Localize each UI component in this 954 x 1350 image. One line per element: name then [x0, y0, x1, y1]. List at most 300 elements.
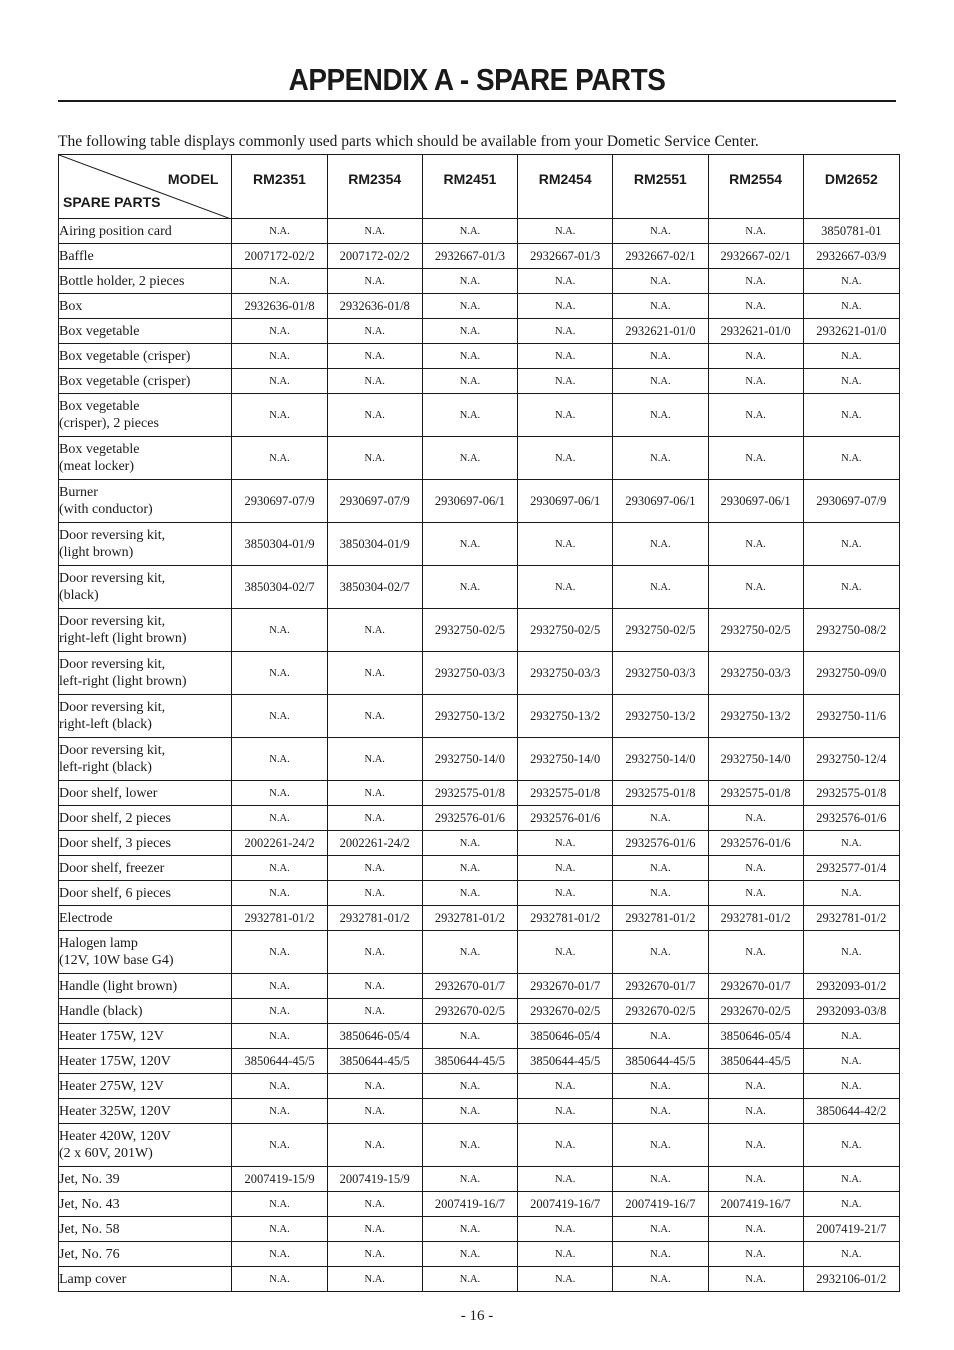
table-row [59, 480, 900, 523]
part-number-cell: N.A. [327, 652, 422, 695]
part-number-cell: N.A. [518, 437, 613, 480]
table-row [59, 781, 900, 806]
part-number-cell: N.A. [613, 294, 708, 319]
part-number-cell: N.A. [327, 931, 422, 974]
part-number-cell: 2932750-13/2 [613, 695, 708, 738]
part-number-cell: 2932750-02/5 [422, 609, 517, 652]
part-number-cell: 2932576-01/6 [708, 831, 803, 856]
part-number-cell: N.A. [232, 1267, 327, 1292]
part-number-cell: N.A. [518, 369, 613, 394]
part-number-cell: N.A. [803, 566, 899, 609]
part-number-cell: 2932750-03/3 [422, 652, 517, 695]
model-header: RM2554 [708, 155, 803, 219]
part-number-cell: 2932575-01/8 [518, 781, 613, 806]
part-number-cell: 2930697-06/1 [613, 480, 708, 523]
table-row [59, 1267, 900, 1292]
table-row [59, 906, 900, 931]
page-number: - 16 - [460, 1308, 494, 1324]
part-number-cell: 2932781-01/2 [613, 906, 708, 931]
part-number-cell: N.A. [232, 394, 327, 437]
part-number-cell: 2932621-01/0 [803, 319, 899, 344]
part-number-cell: 2932621-01/0 [613, 319, 708, 344]
intro-text: The following table displays commonly used parts which should be available from your Dometic Service Center. [58, 133, 759, 150]
part-number-cell: 2932667-02/1 [708, 244, 803, 269]
model-header: RM2451 [422, 155, 517, 219]
part-number-cell: 3850644-45/5 [327, 1049, 422, 1074]
part-number-cell: 2932670-01/7 [422, 974, 517, 999]
part-number-cell: 2932750-13/2 [422, 695, 517, 738]
part-number-cell: N.A. [327, 974, 422, 999]
part-number-cell: 2932670-01/7 [613, 974, 708, 999]
part-name-cell: Door reversing kit, (black) [59, 566, 232, 609]
part-name-cell: Door shelf, 2 pieces [59, 806, 232, 831]
part-number-cell: N.A. [708, 523, 803, 566]
model-header: RM2351 [232, 155, 327, 219]
part-number-cell: N.A. [422, 219, 517, 244]
part-number-cell: N.A. [708, 1124, 803, 1167]
part-number-cell: N.A. [232, 974, 327, 999]
part-number-cell: 2932670-02/5 [708, 999, 803, 1024]
part-name-cell: Box vegetable [59, 319, 232, 344]
part-number-cell: N.A. [613, 269, 708, 294]
table-row [59, 974, 900, 999]
part-number-cell: 2932750-03/3 [708, 652, 803, 695]
part-name-cell: Box vegetable (crisper), 2 pieces [59, 394, 232, 437]
part-number-cell: 2932576-01/6 [613, 831, 708, 856]
part-number-cell: N.A. [613, 1242, 708, 1267]
part-number-cell: N.A. [422, 369, 517, 394]
part-number-cell: N.A. [518, 319, 613, 344]
table-row [59, 1099, 900, 1124]
part-number-cell: N.A. [232, 369, 327, 394]
part-number-cell: N.A. [613, 523, 708, 566]
part-number-cell: N.A. [803, 1024, 899, 1049]
part-number-cell: N.A. [422, 394, 517, 437]
part-number-cell: N.A. [613, 806, 708, 831]
part-number-cell: N.A. [803, 1167, 899, 1192]
part-number-cell: N.A. [708, 294, 803, 319]
part-number-cell: 2932575-01/8 [708, 781, 803, 806]
part-number-cell: 3850644-45/5 [518, 1049, 613, 1074]
part-number-cell: 3850644-45/5 [232, 1049, 327, 1074]
part-number-cell: N.A. [422, 523, 517, 566]
part-number-cell: 2007419-16/7 [708, 1192, 803, 1217]
table-row [59, 856, 900, 881]
part-name-cell: Halogen lamp (12V, 10W base G4) [59, 931, 232, 974]
part-number-cell: 2932750-11/6 [803, 695, 899, 738]
part-number-cell: N.A. [518, 881, 613, 906]
part-number-cell: 2932667-01/3 [518, 244, 613, 269]
part-number-cell: N.A. [613, 1217, 708, 1242]
part-number-cell: N.A. [422, 269, 517, 294]
part-name-cell: Baffle [59, 244, 232, 269]
part-number-cell: 2932636-01/8 [327, 294, 422, 319]
part-number-cell: N.A. [518, 1217, 613, 1242]
part-number-cell: 3850644-45/5 [422, 1049, 517, 1074]
part-number-cell: N.A. [422, 881, 517, 906]
part-number-cell: 2932781-01/2 [232, 906, 327, 931]
table-row [59, 831, 900, 856]
part-number-cell: N.A. [232, 344, 327, 369]
part-name-cell: Heater 175W, 12V [59, 1024, 232, 1049]
part-number-cell: N.A. [327, 781, 422, 806]
part-number-cell: N.A. [327, 1074, 422, 1099]
part-number-cell: 2932575-01/8 [803, 781, 899, 806]
part-number-cell: 2932750-12/4 [803, 738, 899, 781]
part-number-cell: 2932575-01/8 [613, 781, 708, 806]
part-number-cell: N.A. [232, 881, 327, 906]
table-header-row [59, 155, 900, 219]
part-number-cell: 2932781-01/2 [803, 906, 899, 931]
model-label: MODEL [167, 171, 219, 187]
part-number-cell: N.A. [708, 344, 803, 369]
table-row [59, 1192, 900, 1217]
part-number-cell: N.A. [518, 1242, 613, 1267]
table-row [59, 219, 900, 244]
part-number-cell: N.A. [708, 394, 803, 437]
part-name-cell: Jet, No. 76 [59, 1242, 232, 1267]
spare-parts-table [58, 154, 900, 1292]
part-number-cell: 3850644-45/5 [708, 1049, 803, 1074]
part-name-cell: Door reversing kit, (light brown) [59, 523, 232, 566]
part-number-cell: N.A. [327, 319, 422, 344]
part-number-cell: 2932750-02/5 [518, 609, 613, 652]
part-number-cell: N.A. [327, 219, 422, 244]
part-number-cell: N.A. [518, 219, 613, 244]
part-number-cell: 2932750-03/3 [518, 652, 613, 695]
part-number-cell: N.A. [708, 1267, 803, 1292]
part-name-cell: Box vegetable (crisper) [59, 344, 232, 369]
part-number-cell: N.A. [613, 1124, 708, 1167]
part-number-cell: N.A. [422, 344, 517, 369]
part-number-cell: N.A. [327, 1124, 422, 1167]
part-number-cell: N.A. [422, 856, 517, 881]
part-number-cell: 2007172-02/2 [327, 244, 422, 269]
part-number-cell: N.A. [327, 437, 422, 480]
part-number-cell: N.A. [232, 1192, 327, 1217]
model-header: RM2354 [327, 155, 422, 219]
part-number-cell: 2932621-01/0 [708, 319, 803, 344]
part-number-cell: N.A. [327, 806, 422, 831]
page-title: APPENDIX A - SPARE PARTS [288, 62, 666, 97]
part-number-cell: 2932781-01/2 [708, 906, 803, 931]
table-row [59, 294, 900, 319]
part-number-cell: 2932576-01/6 [518, 806, 613, 831]
part-number-cell: N.A. [518, 1167, 613, 1192]
part-number-cell: 2932575-01/8 [422, 781, 517, 806]
part-number-cell: N.A. [422, 831, 517, 856]
part-number-cell: N.A. [613, 566, 708, 609]
part-number-cell: N.A. [327, 881, 422, 906]
part-number-cell: N.A. [232, 652, 327, 695]
part-number-cell: N.A. [232, 269, 327, 294]
table-row [59, 394, 900, 437]
part-number-cell: N.A. [422, 437, 517, 480]
part-number-cell: 2930697-06/1 [708, 480, 803, 523]
part-name-cell: Heater 325W, 120V [59, 1099, 232, 1124]
part-number-cell: N.A. [518, 1124, 613, 1167]
part-number-cell: N.A. [422, 1074, 517, 1099]
part-name-cell: Electrode [59, 906, 232, 931]
part-number-cell: N.A. [803, 523, 899, 566]
table-row [59, 1217, 900, 1242]
part-number-cell: N.A. [708, 437, 803, 480]
part-number-cell: 2932750-02/5 [708, 609, 803, 652]
part-number-cell: N.A. [613, 1074, 708, 1099]
part-number-cell: 2930697-07/9 [327, 480, 422, 523]
part-number-cell: N.A. [708, 856, 803, 881]
part-number-cell: N.A. [232, 695, 327, 738]
part-number-cell: 3850781-01 [803, 219, 899, 244]
part-number-cell: 2932750-13/2 [708, 695, 803, 738]
part-number-cell: N.A. [518, 1267, 613, 1292]
table-row [59, 999, 900, 1024]
part-name-cell: Door reversing kit, left-right (light brown) [59, 652, 232, 695]
part-number-cell: 3850304-01/9 [232, 523, 327, 566]
part-number-cell: 3850644-42/2 [803, 1099, 899, 1124]
part-number-cell: N.A. [232, 1099, 327, 1124]
table-row [59, 1124, 900, 1167]
part-number-cell: N.A. [232, 1124, 327, 1167]
part-number-cell: N.A. [708, 269, 803, 294]
part-number-cell: N.A. [422, 319, 517, 344]
part-name-cell: Jet, No. 43 [59, 1192, 232, 1217]
part-number-cell: N.A. [518, 394, 613, 437]
part-number-cell: N.A. [613, 1267, 708, 1292]
part-number-cell: N.A. [422, 1217, 517, 1242]
part-number-cell: N.A. [327, 695, 422, 738]
part-number-cell: N.A. [803, 1192, 899, 1217]
part-number-cell: N.A. [422, 1124, 517, 1167]
part-name-cell: Door shelf, 6 pieces [59, 881, 232, 906]
part-name-cell: Handle (black) [59, 999, 232, 1024]
part-number-cell: N.A. [327, 1267, 422, 1292]
part-number-cell: N.A. [708, 1242, 803, 1267]
part-number-cell: 3850304-01/9 [327, 523, 422, 566]
part-number-cell: N.A. [232, 319, 327, 344]
part-name-cell: Door reversing kit, right-left (black) [59, 695, 232, 738]
part-number-cell: 2002261-24/2 [327, 831, 422, 856]
part-number-cell: N.A. [327, 1192, 422, 1217]
part-number-cell: N.A. [518, 294, 613, 319]
table-row [59, 1167, 900, 1192]
part-number-cell: N.A. [613, 1024, 708, 1049]
part-name-cell: Lamp cover [59, 1267, 232, 1292]
part-number-cell: N.A. [803, 437, 899, 480]
part-number-cell: 2007172-02/2 [232, 244, 327, 269]
part-number-cell: 2932781-01/2 [518, 906, 613, 931]
part-number-cell: N.A. [613, 881, 708, 906]
part-number-cell: N.A. [803, 294, 899, 319]
part-number-cell: N.A. [613, 931, 708, 974]
part-number-cell: 2932750-13/2 [518, 695, 613, 738]
part-number-cell: N.A. [518, 1099, 613, 1124]
table-row [59, 344, 900, 369]
table-row [59, 566, 900, 609]
part-number-cell: N.A. [232, 1024, 327, 1049]
part-number-cell: N.A. [327, 344, 422, 369]
part-number-cell: 2932576-01/6 [803, 806, 899, 831]
part-number-cell: N.A. [613, 369, 708, 394]
part-number-cell: N.A. [232, 806, 327, 831]
part-number-cell: 2932750-02/5 [613, 609, 708, 652]
part-number-cell: N.A. [232, 999, 327, 1024]
part-number-cell: N.A. [613, 219, 708, 244]
part-number-cell: 3850646-05/4 [518, 1024, 613, 1049]
table-row [59, 806, 900, 831]
part-name-cell: Heater 420W, 120V (2 x 60V, 201W) [59, 1124, 232, 1167]
part-name-cell: Heater 175W, 120V [59, 1049, 232, 1074]
part-number-cell: 3850304-02/7 [232, 566, 327, 609]
part-number-cell: 2007419-21/7 [803, 1217, 899, 1242]
table-row [59, 1024, 900, 1049]
part-name-cell: Airing position card [59, 219, 232, 244]
part-number-cell: N.A. [803, 269, 899, 294]
part-number-cell: N.A. [422, 1024, 517, 1049]
part-number-cell: N.A. [518, 831, 613, 856]
part-number-cell: 2932093-01/2 [803, 974, 899, 999]
part-number-cell: 2932781-01/2 [422, 906, 517, 931]
part-number-cell: N.A. [232, 856, 327, 881]
part-number-cell: N.A. [613, 1167, 708, 1192]
part-name-cell: Handle (light brown) [59, 974, 232, 999]
part-number-cell: N.A. [803, 1074, 899, 1099]
part-number-cell: 2007419-16/7 [422, 1192, 517, 1217]
part-number-cell: 2932670-02/5 [422, 999, 517, 1024]
part-number-cell: 2932577-01/4 [803, 856, 899, 881]
part-number-cell: N.A. [803, 1242, 899, 1267]
part-number-cell: 2932750-03/3 [613, 652, 708, 695]
part-number-cell: N.A. [708, 881, 803, 906]
part-number-cell: N.A. [803, 1049, 899, 1074]
part-number-cell: N.A. [327, 369, 422, 394]
part-number-cell: 2932667-03/9 [803, 244, 899, 269]
part-number-cell: N.A. [327, 609, 422, 652]
part-number-cell: N.A. [422, 1242, 517, 1267]
table-row [59, 881, 900, 906]
part-number-cell: N.A. [327, 999, 422, 1024]
table-body [59, 219, 900, 1292]
part-number-cell: N.A. [518, 856, 613, 881]
part-number-cell: N.A. [518, 523, 613, 566]
part-number-cell: 2007419-15/9 [327, 1167, 422, 1192]
part-name-cell: Door shelf, 3 pieces [59, 831, 232, 856]
part-number-cell: N.A. [708, 1099, 803, 1124]
part-number-cell: 2932750-14/0 [422, 738, 517, 781]
part-number-cell: 2932636-01/8 [232, 294, 327, 319]
part-number-cell: N.A. [232, 738, 327, 781]
part-number-cell: N.A. [803, 369, 899, 394]
part-number-cell: N.A. [232, 609, 327, 652]
part-number-cell: N.A. [327, 394, 422, 437]
part-name-cell: Box vegetable (crisper) [59, 369, 232, 394]
part-number-cell: N.A. [613, 344, 708, 369]
part-number-cell: 2932670-01/7 [708, 974, 803, 999]
title-rule [58, 100, 896, 102]
table-row [59, 1074, 900, 1099]
part-number-cell: 2932670-02/5 [518, 999, 613, 1024]
part-number-cell: 2932093-03/8 [803, 999, 899, 1024]
part-number-cell: 2930697-07/9 [232, 480, 327, 523]
part-number-cell: N.A. [232, 1242, 327, 1267]
part-name-cell: Heater 275W, 12V [59, 1074, 232, 1099]
part-number-cell: N.A. [708, 369, 803, 394]
table-row [59, 738, 900, 781]
part-number-cell: 3850644-45/5 [613, 1049, 708, 1074]
part-number-cell: N.A. [613, 856, 708, 881]
part-number-cell: 2002261-24/2 [232, 831, 327, 856]
part-number-cell: 2932576-01/6 [422, 806, 517, 831]
part-number-cell: N.A. [708, 1217, 803, 1242]
part-number-cell: N.A. [232, 1074, 327, 1099]
part-name-cell: Door shelf, freezer [59, 856, 232, 881]
part-name-cell: Door reversing kit, right-left (light brown) [59, 609, 232, 652]
part-number-cell: 2932750-14/0 [518, 738, 613, 781]
part-number-cell: 2932670-01/7 [518, 974, 613, 999]
part-number-cell: N.A. [803, 394, 899, 437]
part-number-cell: 2932667-01/3 [422, 244, 517, 269]
part-number-cell: N.A. [422, 1267, 517, 1292]
part-name-cell: Box vegetable (meat locker) [59, 437, 232, 480]
part-number-cell: 2007419-15/9 [232, 1167, 327, 1192]
part-number-cell: N.A. [518, 344, 613, 369]
part-name-cell: Box [59, 294, 232, 319]
part-number-cell: N.A. [327, 1099, 422, 1124]
table-row [59, 269, 900, 294]
part-number-cell: N.A. [327, 1217, 422, 1242]
part-number-cell: 2007419-16/7 [613, 1192, 708, 1217]
part-number-cell: 2007419-16/7 [518, 1192, 613, 1217]
part-number-cell: N.A. [518, 1074, 613, 1099]
part-number-cell: 2932750-14/0 [613, 738, 708, 781]
part-number-cell: N.A. [232, 931, 327, 974]
part-number-cell: 2930697-07/9 [803, 480, 899, 523]
part-number-cell: N.A. [803, 344, 899, 369]
part-number-cell: N.A. [422, 294, 517, 319]
table-row [59, 319, 900, 344]
part-number-cell: N.A. [422, 1099, 517, 1124]
model-header: DM2652 [803, 155, 899, 219]
part-name-cell: Burner (with conductor) [59, 480, 232, 523]
part-number-cell: N.A. [518, 269, 613, 294]
part-number-cell: N.A. [327, 738, 422, 781]
part-number-cell: 3850304-02/7 [327, 566, 422, 609]
part-number-cell: N.A. [518, 566, 613, 609]
part-number-cell: N.A. [422, 566, 517, 609]
table-row [59, 523, 900, 566]
part-name-cell: Door shelf, lower [59, 781, 232, 806]
spare-parts-label: SPARE PARTS [63, 194, 161, 210]
table-row [59, 244, 900, 269]
table-row [59, 652, 900, 695]
table-row [59, 695, 900, 738]
part-number-cell: N.A. [327, 1242, 422, 1267]
model-header: RM2551 [613, 155, 708, 219]
part-number-cell: N.A. [327, 856, 422, 881]
table-row [59, 1242, 900, 1267]
part-number-cell: N.A. [803, 931, 899, 974]
part-number-cell: N.A. [232, 219, 327, 244]
part-number-cell: N.A. [613, 437, 708, 480]
table-row [59, 609, 900, 652]
part-number-cell: 2932106-01/2 [803, 1267, 899, 1292]
part-number-cell: N.A. [708, 566, 803, 609]
part-number-cell: N.A. [708, 1167, 803, 1192]
part-number-cell: N.A. [232, 437, 327, 480]
part-name-cell: Jet, No. 39 [59, 1167, 232, 1192]
part-number-cell: 3850646-05/4 [708, 1024, 803, 1049]
model-header: RM2454 [518, 155, 613, 219]
